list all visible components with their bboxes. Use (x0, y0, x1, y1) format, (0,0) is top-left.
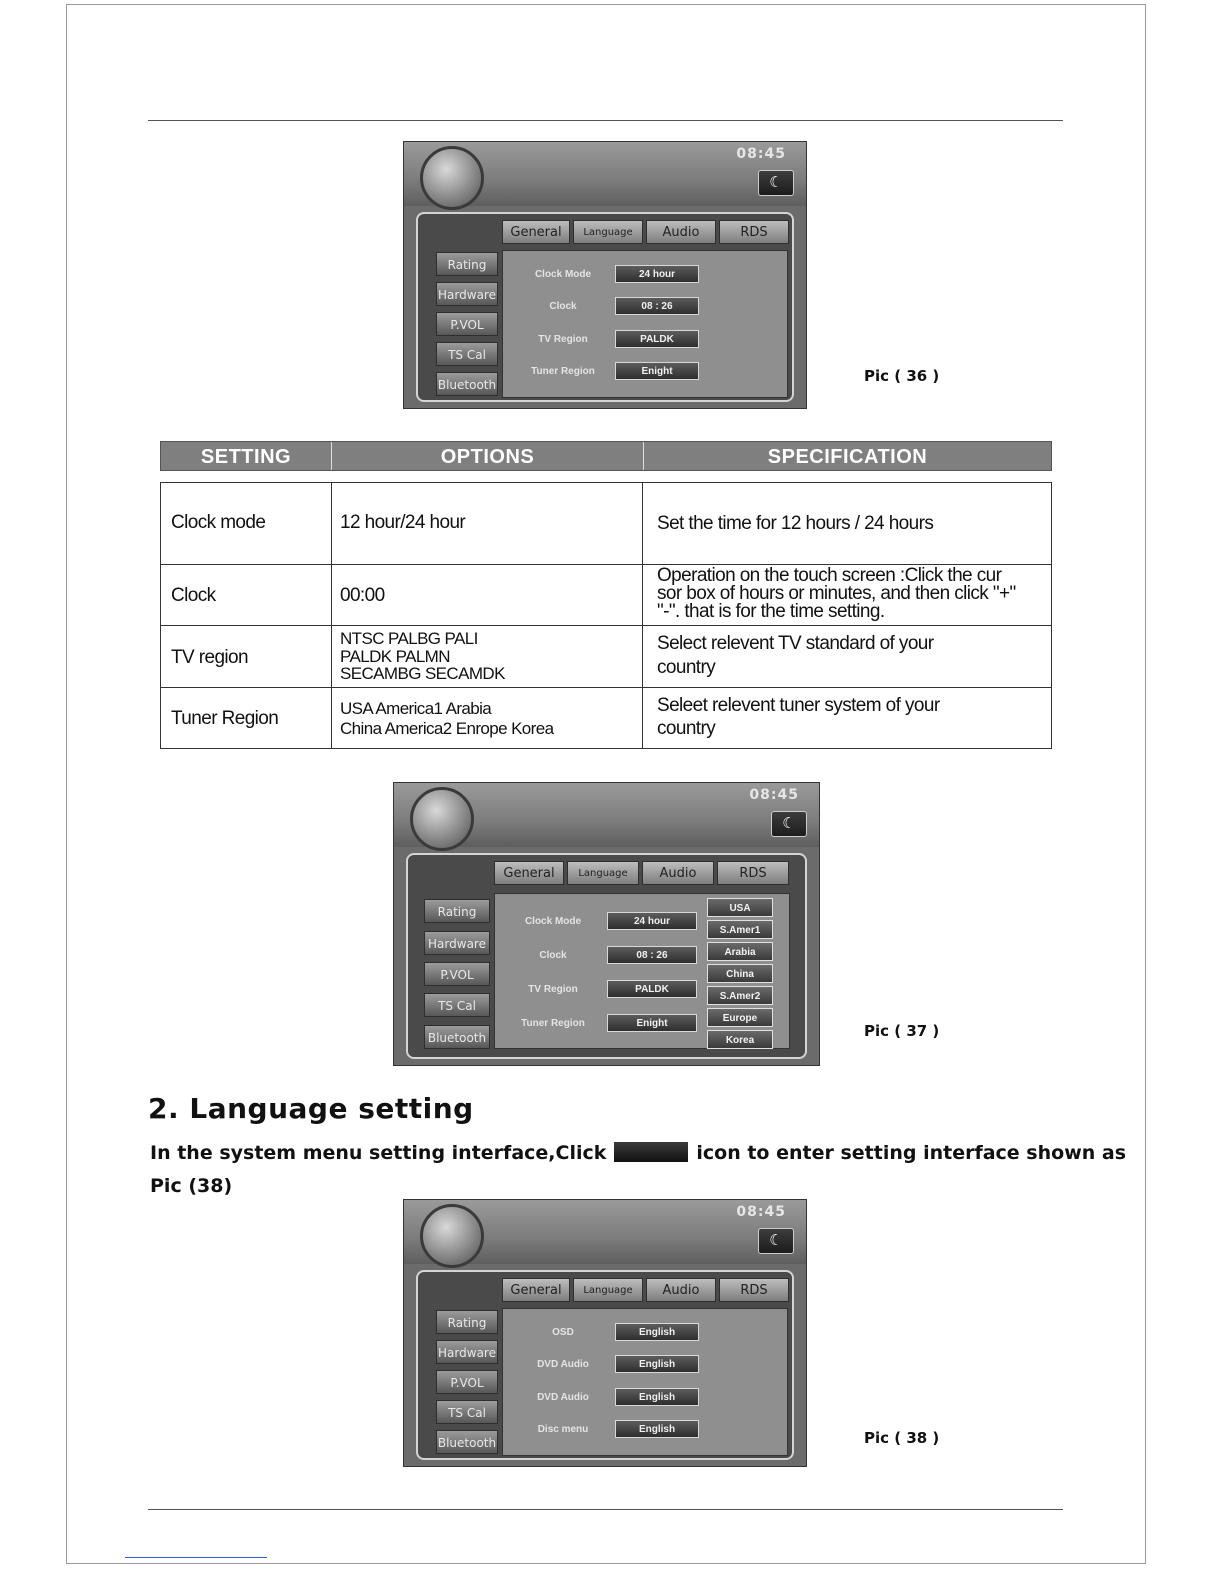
pic-38-caption: Pic ( 38 ) (864, 1429, 940, 1447)
section-paragraph (150, 1142, 1126, 1164)
region-option-samer1[interactable]: S.Amer1 (707, 920, 773, 939)
clock-mode-select[interactable]: 24 hour (615, 265, 699, 283)
table-cell-spec: Operation on the touch screen :Click the cur (657, 565, 1002, 586)
settings-panel (416, 212, 794, 402)
side-button-bluetooth[interactable]: Bluetooth (424, 1025, 490, 1049)
clock-select[interactable]: 08 : 26 (607, 946, 697, 964)
row-label: TV Region (528, 984, 578, 995)
side-button-rating[interactable]: Rating (424, 899, 490, 923)
table-cell-options: 12 hour/24 hour (340, 512, 466, 533)
row-label: Clock Mode (524, 916, 582, 927)
settings-table (160, 482, 1052, 749)
side-button-pvol[interactable]: P.VOL (436, 1370, 498, 1394)
tv-region-select[interactable]: PALDK (615, 330, 699, 348)
row-label: Tuner Region (531, 366, 595, 377)
tuner-region-select[interactable]: Enight (615, 362, 699, 380)
dvd-audio-select[interactable]: English (615, 1388, 699, 1406)
tab-rds[interactable]: RDS (719, 220, 789, 244)
para-text-before: In the system menu setting interface,Click (150, 1142, 607, 1164)
header-setting: SETTING (200, 446, 292, 468)
general-settings-box (502, 250, 788, 398)
table-cell-options: China America2 Enrope Korea (340, 719, 554, 738)
top-rule (148, 120, 1063, 121)
side-button-bluetooth[interactable]: Bluetooth (436, 1430, 498, 1454)
screenshot-pic-38 (403, 1199, 807, 1467)
general-settings-box (494, 893, 790, 1049)
table-cell-spec: country (657, 718, 716, 739)
table-cell-spec: Seleet relevent tuner system of your (657, 695, 940, 716)
side-button-ts-cal[interactable]: TS Cal (424, 993, 490, 1017)
row-label: Tuner Region (521, 1018, 585, 1029)
table-cell-spec: country (657, 657, 716, 678)
home-icon[interactable]: ☾ (758, 1228, 794, 1254)
side-button-rating[interactable]: Rating (436, 1310, 498, 1334)
side-button-pvol[interactable]: P.VOL (436, 312, 498, 336)
table-cell-options: SECAMBG SECAMDK (340, 664, 505, 683)
table-header (160, 441, 1052, 471)
tab-rds[interactable]: RDS (719, 1278, 789, 1302)
region-option-europe[interactable]: Europe (707, 1008, 773, 1027)
tab-audio[interactable]: Audio (646, 1278, 716, 1302)
screenshot-pic-37 (393, 782, 820, 1066)
table-cell-setting: Tuner Region (171, 708, 279, 729)
volume-knob[interactable] (420, 146, 484, 210)
tab-general[interactable]: General (494, 861, 564, 885)
section-title: 2. Language setting (148, 1092, 474, 1125)
language-settings-box (502, 1308, 788, 1456)
region-option-china[interactable]: China (707, 964, 773, 983)
tab-general[interactable]: General (502, 220, 570, 244)
tab-language[interactable]: Language (573, 220, 643, 244)
tab-general[interactable]: General (502, 1278, 570, 1302)
region-option-korea[interactable]: Korea (707, 1030, 773, 1049)
footer-link-line (125, 1557, 267, 1558)
tv-region-select[interactable]: PALDK (607, 980, 697, 998)
dvd-audio-select[interactable]: English (615, 1355, 699, 1373)
disc-menu-select[interactable]: English (615, 1420, 699, 1438)
pic-37-caption: Pic ( 37 ) (864, 1022, 940, 1040)
side-button-pvol[interactable]: P.VOL (424, 962, 490, 986)
row-label: DVD Audio (537, 1359, 589, 1370)
para-text-after: icon to enter setting interface shown as (696, 1142, 1127, 1164)
table-cell-setting: Clock (171, 585, 216, 606)
home-icon[interactable]: ☾ (758, 170, 794, 196)
table-cell-spec: Select relevent TV standard of your (657, 633, 934, 654)
side-button-ts-cal[interactable]: TS Cal (436, 342, 498, 366)
screen-time: 08:45 (749, 787, 799, 803)
side-button-ts-cal[interactable]: TS Cal (436, 1400, 498, 1424)
table-cell-options: PALDK PALMN (340, 647, 450, 666)
volume-knob[interactable] (420, 1204, 484, 1268)
region-option-usa[interactable]: USA (707, 898, 773, 917)
tab-rds[interactable]: RDS (717, 861, 789, 885)
side-button-hardware[interactable]: Hardware (436, 1340, 498, 1364)
table-cell-spec: sor box of hours or minutes, and then click "+" (657, 583, 1016, 604)
screen-time: 08:45 (736, 1204, 786, 1220)
table-cell-setting: Clock mode (171, 512, 266, 533)
row-label: Clock Mode (534, 269, 592, 280)
side-button-rating[interactable]: Rating (436, 252, 498, 276)
region-option-arabia[interactable]: Arabia (707, 942, 773, 961)
screenshot-pic-36 (403, 141, 807, 409)
table-cell-spec: "-". that is for the time setting. (657, 601, 885, 622)
settings-panel (406, 853, 807, 1059)
side-button-bluetooth[interactable]: Bluetooth (436, 372, 498, 396)
table-cell-options: USA America1 Arabia (340, 699, 492, 718)
row-label: OSD (552, 1327, 574, 1338)
row-label: Clock (539, 950, 567, 961)
language-button-icon (614, 1142, 688, 1162)
osd-language-select[interactable]: English (615, 1323, 699, 1341)
side-button-hardware[interactable]: Hardware (436, 282, 498, 306)
table-cell-options: NTSC PALBG PALI (340, 629, 478, 648)
section-paragraph-line2: Pic (38) (150, 1175, 233, 1197)
screen-time: 08:45 (736, 146, 786, 162)
table-cell-options: 00:00 (340, 585, 385, 606)
tuner-region-select[interactable]: Enight (607, 1014, 697, 1032)
table-cell-spec: Set the time for 12 hours / 24 hours (657, 513, 934, 534)
pic-36-caption: Pic ( 36 ) (864, 367, 940, 385)
side-button-hardware[interactable]: Hardware (424, 931, 490, 955)
header-options: OPTIONS (440, 446, 535, 468)
header-specification: SPECIFICATION (767, 446, 928, 468)
home-icon[interactable]: ☾ (771, 811, 807, 837)
row-label: Disc menu (537, 1424, 589, 1435)
row-label: TV Region (538, 334, 588, 345)
tab-audio[interactable]: Audio (642, 861, 714, 885)
clock-mode-select[interactable]: 24 hour (607, 912, 697, 930)
region-option-samer2[interactable]: S.Amer2 (707, 986, 773, 1005)
clock-select[interactable]: 08 : 26 (615, 297, 699, 315)
tuner-region-dropdown (707, 898, 773, 1052)
row-label: DVD Audio (537, 1392, 589, 1403)
volume-knob[interactable] (410, 787, 474, 851)
tab-audio[interactable]: Audio (646, 220, 716, 244)
row-label: Clock (549, 301, 577, 312)
table-cell-setting: TV region (171, 647, 248, 668)
bottom-rule (148, 1509, 1063, 1510)
tab-language[interactable]: Language (573, 1278, 643, 1302)
tab-language[interactable]: Language (567, 861, 639, 885)
settings-panel (416, 1270, 794, 1460)
